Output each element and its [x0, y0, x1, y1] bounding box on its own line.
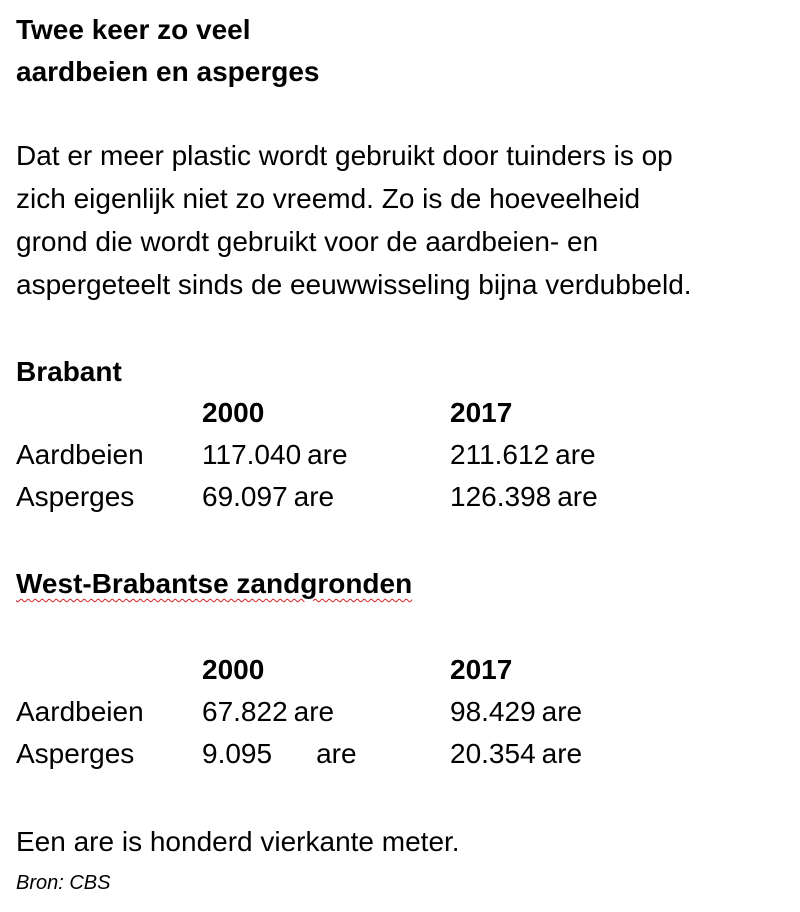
paragraph-line: zich eigenlijk niet zo vreemd. Zo is de hoeveelheid	[16, 183, 641, 214]
value-2017	[450, 696, 582, 728]
paragraph-line: Dat er meer plastic wordt gebruikt door tuinders is op	[16, 140, 673, 171]
value: 20.354	[450, 738, 536, 769]
year-header-2000: 2000	[202, 397, 265, 428]
title-line-2: aardbeien en asperges	[16, 56, 320, 87]
value: 98.429	[450, 696, 536, 727]
value-2000	[202, 481, 334, 513]
year-header-2017: 2017	[450, 654, 513, 685]
value: 126.398	[450, 481, 552, 512]
value: 69.097	[202, 481, 288, 512]
source-note: Bron: CBS	[16, 872, 111, 894]
row-label: Aardbeien	[16, 439, 144, 470]
value: 211.612	[450, 439, 550, 470]
value: 117.040	[202, 439, 302, 470]
paragraph-line: grond die wordt gebruikt voor de aardbeien- en	[16, 226, 599, 257]
value-2017	[450, 439, 596, 471]
value-2000	[202, 738, 357, 770]
value-2017	[450, 481, 598, 513]
footnote: Een are is honderd vierkante meter.	[16, 826, 460, 857]
unit-label: are	[293, 481, 335, 512]
unit-label: are	[555, 439, 596, 470]
unit-label: are	[307, 439, 348, 470]
unit-label: are	[541, 738, 583, 769]
value: 67.822	[202, 696, 288, 727]
unit-label: are	[293, 696, 335, 727]
value-2000	[202, 439, 348, 471]
title-line-1: Twee keer zo veel	[16, 14, 251, 45]
value: 9.095	[202, 738, 273, 769]
row-label: Asperges	[16, 738, 135, 769]
row-label: Asperges	[16, 481, 135, 512]
unit-label: are	[316, 738, 357, 769]
year-header-2000: 2000	[202, 654, 265, 685]
unit-label: are	[541, 696, 583, 727]
brabant-heading: Brabant	[16, 356, 122, 387]
value-2017	[450, 738, 582, 770]
west-brabant-heading	[16, 568, 412, 600]
unit-label: are	[557, 481, 598, 512]
value-2000	[202, 696, 334, 728]
spellcheck-underlined-text: West-Brabantse zandgronden	[16, 568, 413, 599]
year-header-2017: 2017	[450, 397, 513, 428]
paragraph-line: aspergeteelt sinds de eeuwwisseling bijna verdubbeld.	[16, 269, 692, 300]
row-label: Aardbeien	[16, 696, 144, 727]
